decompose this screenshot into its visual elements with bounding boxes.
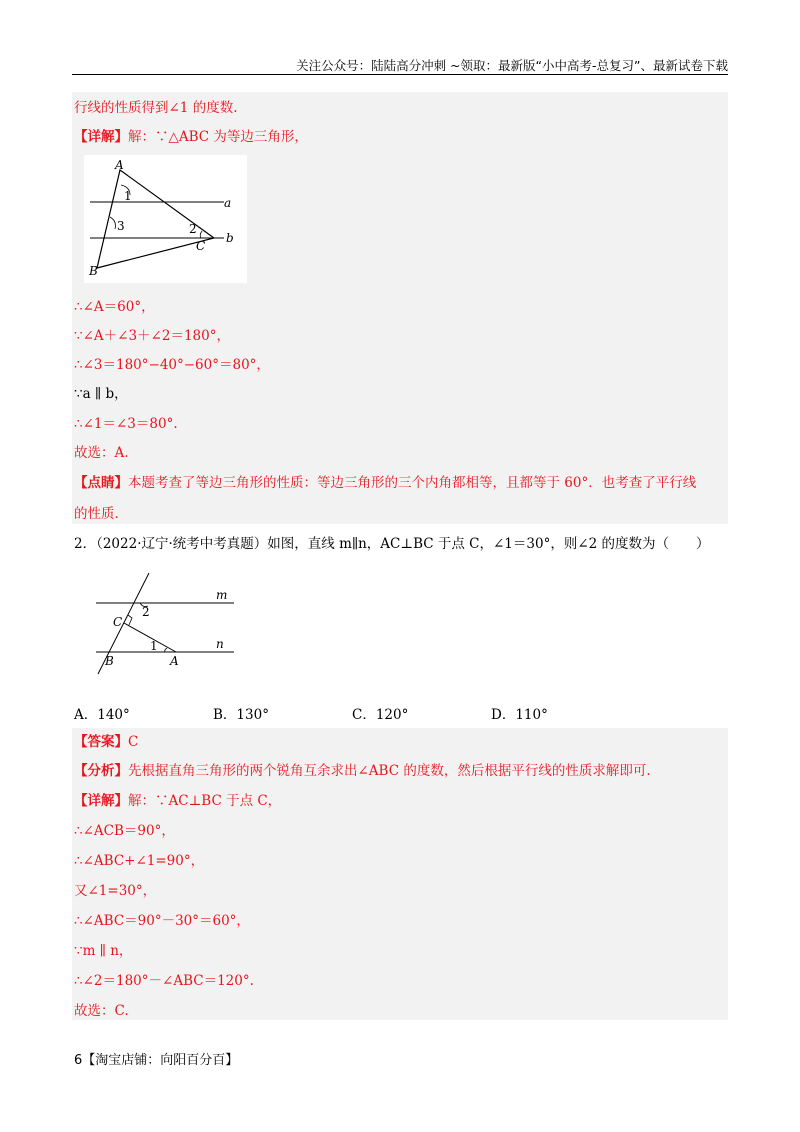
label-2: 2 xyxy=(189,222,197,236)
label-m: m xyxy=(216,588,228,602)
q2-step-4: ∴∠ABC＝90°－30°＝60°， xyxy=(74,913,250,929)
option-c[interactable]: C．120° xyxy=(352,707,409,723)
q2-step-6: ∴∠2＝180°－∠ABC＝120°. xyxy=(74,973,254,989)
label-a: a xyxy=(224,196,232,210)
label-B: B xyxy=(89,264,98,278)
detail-text: 解：∵AC⊥BC 于点 C， xyxy=(128,793,282,809)
right-angle-mark xyxy=(128,615,132,625)
angle-1-arc xyxy=(165,648,167,652)
label-b: b xyxy=(226,231,234,245)
triangle-parallel-figure xyxy=(84,155,247,283)
q1-step-3: ∴∠3＝180°−40°−60°＝80°， xyxy=(74,357,270,373)
q1-step-2: ∵∠A＋∠3＋∠2＝180°， xyxy=(74,328,230,344)
q2-step-5: ∵m ∥ n， xyxy=(74,943,133,959)
label-A: A xyxy=(170,654,179,668)
q1-step-4: ∵a ∥ b， xyxy=(74,386,128,402)
page-header: 关注公众号：陆陆高分冲刺 ~领取：最新版“小中高考-总复习”、最新试卷下载 xyxy=(296,58,728,73)
q2-step-2: ∴∠ABC+∠1=90°， xyxy=(74,853,205,869)
label-C: C xyxy=(196,239,206,253)
q2-step-3: 又∠1=30°， xyxy=(74,883,157,899)
option-a[interactable]: A．140° xyxy=(74,707,130,723)
label-1: 1 xyxy=(150,639,158,653)
label-C: C xyxy=(113,615,123,629)
label-1: 1 xyxy=(124,189,132,203)
q1-comment-line-1 xyxy=(74,474,696,492)
q1-figure xyxy=(84,155,247,283)
label-n: n xyxy=(216,637,224,651)
q2-step-1: ∴∠ACB＝90°， xyxy=(74,823,175,839)
answer-text: C xyxy=(128,734,139,750)
label-A: A xyxy=(115,158,124,172)
comment-text: 本题考查了等边三角形的性质：等边三角形的三个内角都相等，且都等于 60°．也考查了平行线 xyxy=(128,475,697,491)
q2-figure xyxy=(84,568,242,676)
label-3: 3 xyxy=(117,219,125,233)
q1-step-6: 故选：A. xyxy=(74,445,129,461)
label-B: B xyxy=(105,654,114,668)
analysis-text: 先根据直角三角形的两个锐角互余求出∠ABC 的度数，然后根据平行线的性质求解即可. xyxy=(128,763,651,779)
q1-continuation: 行线的性质得到∠1 的度数. xyxy=(74,100,238,116)
detail-tag: 【详解】 xyxy=(74,129,128,145)
label-2: 2 xyxy=(142,605,150,619)
q1-step-5: ∴∠1＝∠3＝80°. xyxy=(74,416,178,432)
q2-detail xyxy=(74,792,281,810)
option-b[interactable]: B．130° xyxy=(213,707,269,723)
option-d[interactable]: D．110° xyxy=(491,707,548,723)
q1-comment-line-2: 的性质． xyxy=(74,506,128,522)
parallel-right-angle-figure xyxy=(84,568,242,676)
q2-analysis xyxy=(74,762,651,780)
q1-detail xyxy=(74,128,308,146)
angle-3-arc xyxy=(110,217,115,229)
detail-tag: 【详解】 xyxy=(74,793,128,809)
q2-question: 2．（2022·辽宁·统考中考真题）如图，直线 m∥n，AC⊥BC 于点 C，∠1＝30°，则∠2 的度数为（ ） xyxy=(74,536,710,552)
q1-step-1: ∴∠A＝60°， xyxy=(74,299,155,315)
comment-tag: 【点睛】 xyxy=(74,475,128,491)
angle-2-arc xyxy=(200,231,202,238)
analysis-tag: 【分析】 xyxy=(74,763,128,779)
answer-tag: 【答案】 xyxy=(74,734,128,750)
triangle-abc xyxy=(97,170,214,268)
q2-step-7: 故选：C. xyxy=(74,1003,129,1019)
header-rule xyxy=(72,74,728,75)
page-footer: 6【淘宝店铺：向阳百分百】 xyxy=(74,1053,239,1068)
detail-text: 解：∵△ABC 为等边三角形， xyxy=(128,129,308,145)
q2-answer xyxy=(74,733,138,751)
